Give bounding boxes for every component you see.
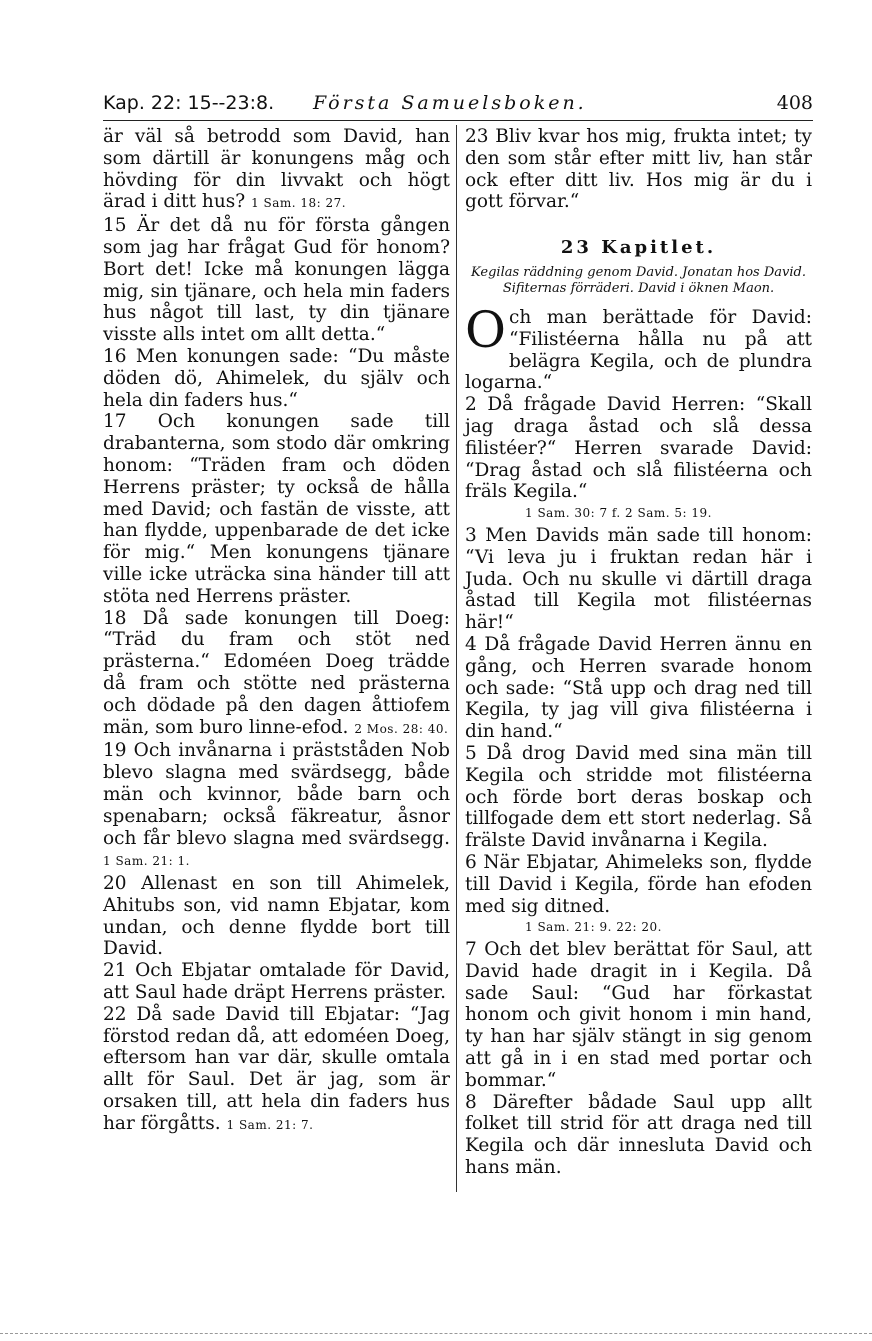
verse-23: 23 Bliv kvar hos mig, frukta intet; ty den som står efter mitt liv, han står ock efter ditt liv. Hos mig är du i gott förvar.“	[465, 126, 812, 213]
cross-reference: 1 Sam. 30: 7 f. 2 Sam. 5: 19.	[525, 506, 712, 521]
verse-7: 7 Och det blev berättat för Saul, att David hade dragit in i Kegila. Då sade Saul: “Gud har förkastat honom och givit honom i min hand, ty han har själv stängt in sig genom att gå in i en stad med portar och bommar.“	[465, 939, 812, 1091]
chapter-reference: Kap. 22: 15--23:8.	[103, 92, 275, 114]
verse-15: 15 Är det då nu för första gången som jag har frågat Gud för honom? Bort det! Icke må konungen lägga mig, sin tjänare, och hela min faders hus något till last, ty din tjänare visste alls intet om allt detta.“	[103, 215, 450, 346]
verse-17: 17 Och konungen sade till drabanterna, som stodo där omkring honom: “Träden fram och döden Herrens präster; ty också de hålla med David; och fastän de visste, att han flydde, uppenbarade de det icke för mig.“ Men konungens tjänare ville icke uträcka sina händer till att stöta ned Herrens präster.	[103, 411, 450, 607]
verse-18	[103, 608, 450, 741]
cross-reference: 2 Mos. 28: 40.	[354, 721, 449, 736]
verse-text: 22 Då sade David till Ebjatar: “Jag förstod redan då, att edoméen Doeg, eftersom han var där, skulle omtala allt för Saul. Det är jag, som är orsaken till, att hela din faders hus har förgåtts.	[103, 1003, 450, 1134]
verse-6: 6 När Ebjatar, Ahimeleks son, flydde till David i Kegila, förde han efoden med sig ditned.	[465, 851, 812, 917]
drop-cap: O	[465, 300, 506, 359]
scan-edge	[0, 1333, 872, 1335]
column-divider	[456, 125, 457, 1192]
cross-reference: 1 Sam. 21: 7.	[226, 1117, 314, 1132]
verse-14-cont	[103, 126, 450, 215]
right-column	[465, 126, 812, 1179]
page-number: 408	[776, 92, 813, 114]
cross-reference: 1 Sam. 21: 1.	[103, 854, 190, 869]
left-column	[103, 126, 450, 1137]
verse-3: 3 Men Davids män sade till honom: “Vi leva ju i fruktan redan här i Juda. Och nu skulle vi därtill draga åstad till Kegila mot filistéernas här!“	[465, 524, 812, 634]
verse-5: 5 Då drog David med sina män till Kegila och stridde mot filistéerna och förde bort deras boskap och tillfogade dem ett stort nederlag. Så frälste David invånarna i Kegila.	[465, 742, 812, 852]
chapter-heading: 23 Kapitlet.	[560, 237, 717, 259]
verse-2: 2 Då frågade David Herren: “Skall jag draga åstad och slå dessa filistéer?“ Herren svarade David: “Drag åstad och slå filistéerna och fräls Kegila.“	[465, 394, 812, 503]
verse-text: är väl så betrodd som David, han som därtill är konungens måg och hövding för din livvakt och högt ärad i ditt hus?	[103, 126, 450, 213]
verse-4: 4 Då frågade David Herren ännu en gång, och Herren svarade honom och sade: “Stå upp och drag ned till Kegila, ty jag vill giva filistéerna i din hand.“	[465, 633, 812, 743]
verse-21: 21 Och Ebjatar omtalade för David, att Saul hade dräpt Herrens präster.	[103, 960, 450, 1004]
verse-text: 19 Och invånarna i prästståden Nob blevo slagna med svärdsegg, både män och kvinnor, både barn och spenabarn; också fäkreatur, åsnor och får blevo slagna med svärdsegg.	[103, 740, 450, 849]
verse-8: 8 Därefter bådade Saul upp allt folket till strid för att draga ned till Kegila och där innesluta David och hans män.	[465, 1091, 812, 1179]
page-header	[103, 88, 813, 121]
verse-text: ch man berättade för David: “Filistéerna hålla nu på att belägra Kegila, och de plundra logarna.“	[465, 306, 812, 394]
cross-reference: 1 Sam. 18: 27.	[251, 196, 347, 211]
verse-text: 18 Då sade konungen till Doeg: “Träd du fram och stöt ned prästerna.“ Edoméen Doeg trädde då fram och stötte ned prästerna och dödade på den dagen åttiofem män, som buro linne-efod.	[103, 607, 450, 738]
verse-1	[465, 300, 812, 394]
book-title: Första Samuelsboken.	[313, 92, 587, 114]
verse-20: 20 Allenast en son till Ahimelek, Ahitubs son, vid namn Ebjatar, kom undan, och denne flydde bort till David.	[103, 873, 450, 960]
cross-reference: 1 Sam. 21: 9. 22: 20.	[525, 920, 662, 935]
verse-22	[103, 1004, 450, 1137]
verse-16: 16 Men konungen sade: “Du måste döden dö, Ahimelek, du själv och hela din faders hus.“	[103, 345, 450, 411]
verse-19	[103, 740, 450, 873]
chapter-summary: Kegilas räddning genom David. Jonatan hos David. Sifiternas förräderi. David i öknen Maon.	[471, 264, 806, 296]
